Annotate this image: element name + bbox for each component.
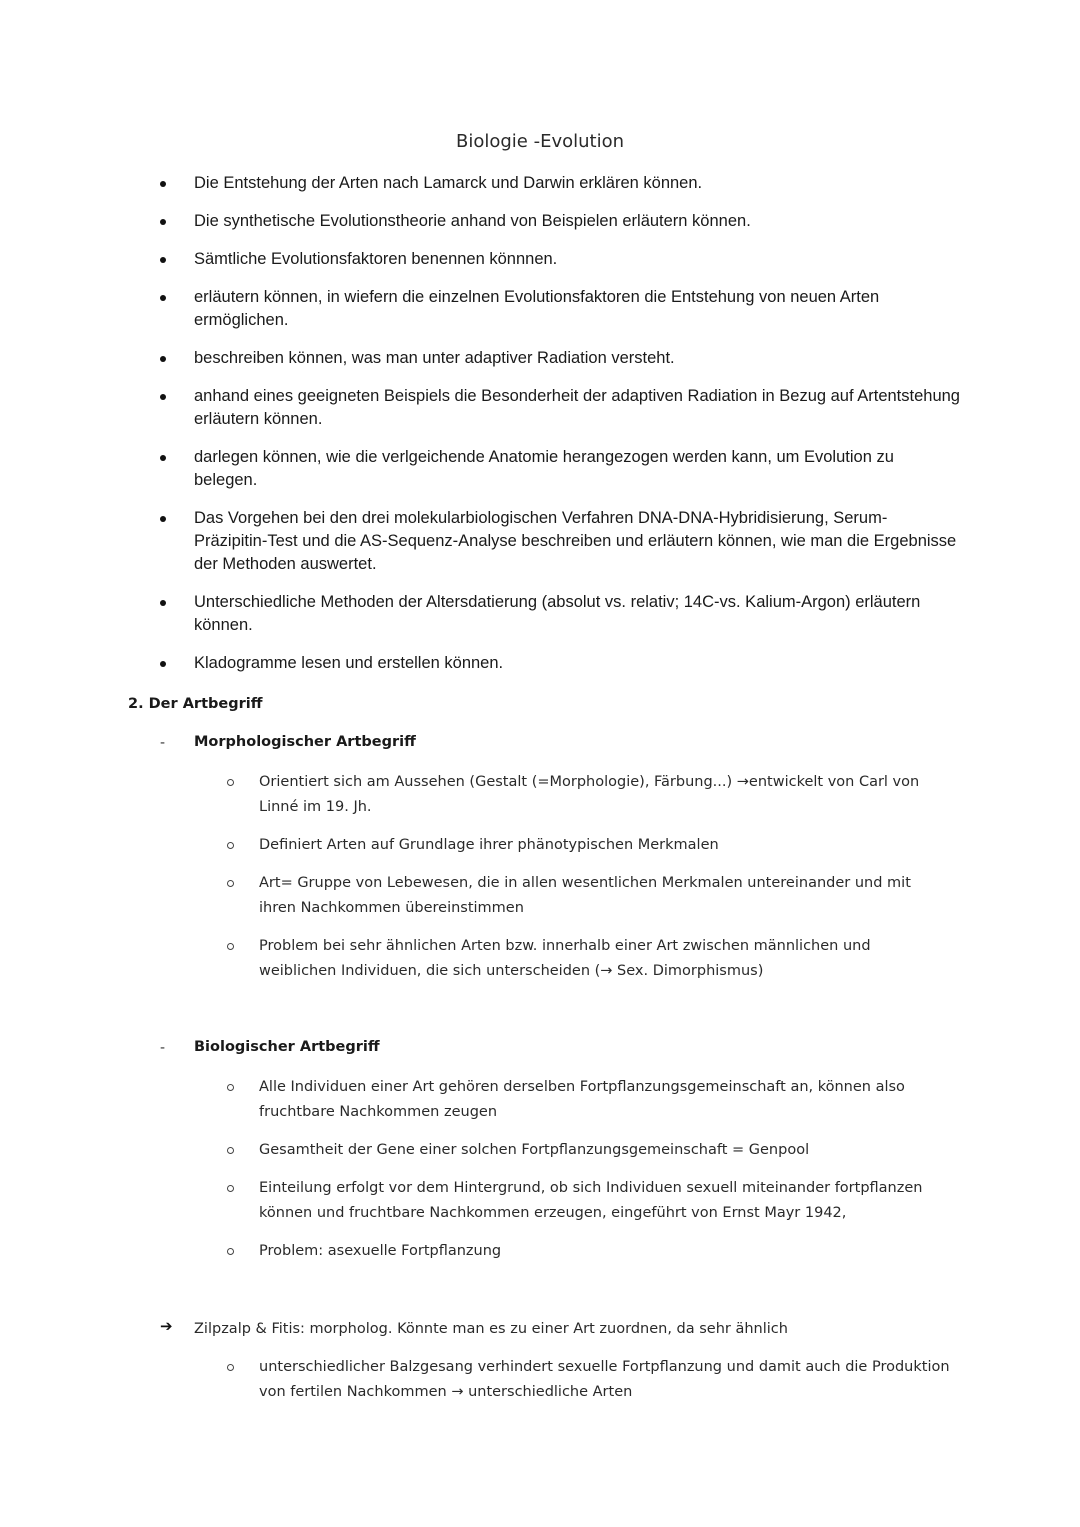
circle-bullet-icon <box>227 1248 234 1255</box>
list-item <box>0 770 1080 820</box>
item-text: Gesamtheit der Gene einer solchen Fortpflanzungsgemeinschaft = Genpool <box>259 1142 810 1158</box>
item-text: Definiert Arten auf Grundlage ihrer phänotypischen Merkmalen <box>259 837 719 853</box>
example-list <box>0 1355 1080 1418</box>
circle-bullet-icon <box>227 880 234 887</box>
objective-text: Kladogramme lesen und erstellen können. <box>194 654 504 672</box>
item-text: unterschiedlicher Balzgesang verhindert sexuelle Fortpflanzung und damit auch die Produktion von fertilen Nachkommen → unterschiedliche Arten <box>259 1359 950 1400</box>
item-text: Art= Gruppe von Lebewesen, die in allen wesentlichen Merkmalen untereinander und mit ihren Nachkommen übereinstimmen <box>259 875 911 916</box>
circle-bullet-icon <box>227 779 234 786</box>
circle-bullet-icon <box>227 943 234 950</box>
item-text: Problem bei sehr ähnlichen Arten bzw. innerhalb einer Art zwischen männlichen und weiblichen Individuen, die sich unterscheiden (→ Sex. Dimorphismus) <box>259 938 871 979</box>
list-item <box>0 248 1080 271</box>
objective-text: Unterschiedliche Methoden der Altersdatierung (absolut vs. relativ; 14C-vs. Kalium-Argon) erläutern können. <box>194 593 921 634</box>
item-text: Problem: asexuelle Fortpflanzung <box>259 1243 502 1259</box>
list-item <box>0 871 1080 921</box>
objective-text: Die Entstehung der Arten nach Lamarck und Darwin erklären können. <box>194 174 703 192</box>
dash-bullet-icon: - <box>160 735 166 751</box>
list-item <box>0 934 1080 984</box>
objective-text: erläutern können, in wiefern die einzelnen Evolutionsfaktoren die Entstehung von neuen Arten ermöglichen. <box>194 288 880 329</box>
example-line <box>0 1317 1080 1342</box>
list-item <box>0 385 1080 431</box>
bullet-icon <box>160 356 166 362</box>
objective-text: anhand eines geeigneten Beispiels die Besonderheit der adaptiven Radiation in Bezug auf Artentstehung erläutern können. <box>194 387 960 428</box>
list-item <box>0 1239 1080 1264</box>
list-item <box>0 446 1080 492</box>
page-title: Biologie -Evolution <box>455 131 625 152</box>
list-item <box>0 286 1080 332</box>
circle-bullet-icon <box>227 1084 234 1091</box>
bullet-icon <box>160 600 166 606</box>
circle-bullet-icon <box>227 1185 234 1192</box>
bullet-icon <box>160 295 166 301</box>
list-item <box>0 1075 1080 1125</box>
list-item <box>0 652 1080 675</box>
item-text: Orientiert sich am Aussehen (Gestalt (=Morphologie), Färbung...) →entwickelt von Carl von Linné im 19. Jh. <box>259 774 920 815</box>
objective-text: Sämtliche Evolutionsfaktoren benennen könnnen. <box>194 250 558 268</box>
bullet-icon <box>160 181 166 187</box>
objective-text: darlegen können, wie die verlgeichende Anatomie herangezogen werden kann, um Evolution zu belegen. <box>194 448 894 489</box>
list-item <box>0 1176 1080 1226</box>
bullet-icon <box>160 455 166 461</box>
list-item <box>0 172 1080 195</box>
objective-text: Die synthetische Evolutionstheorie anhand von Beispielen erläutern können. <box>194 212 751 230</box>
section-heading: 2. Der Artbegriff <box>128 696 263 712</box>
circle-bullet-icon <box>227 1364 234 1371</box>
item-text: Einteilung erfolgt vor dem Hintergrund, ob sich Individuen sexuell miteinander fortpflanzen können und fruchtbare Nachkommen erzeugen, eingeführt von Ernst Mayr 1942, <box>259 1180 923 1221</box>
biological-heading: Biologischer Artbegriff <box>194 1039 380 1055</box>
list-item <box>0 1138 1080 1163</box>
example-text: Zilpzalp & Fitis: morpholog. Könnte man es zu einer Art zuordnen, da sehr ähnlich <box>194 1321 788 1337</box>
list-item <box>0 507 1080 576</box>
morphological-list <box>0 770 1080 997</box>
list-item <box>0 1355 1080 1405</box>
dash-bullet-icon: - <box>160 1040 166 1056</box>
circle-bullet-icon <box>227 1147 234 1154</box>
bullet-icon <box>160 661 166 667</box>
list-item <box>0 833 1080 858</box>
item-text: Alle Individuen einer Art gehören derselben Fortpflanzungsgemeinschaft an, können also fruchtbare Nachkommen zeugen <box>259 1079 905 1120</box>
bullet-icon <box>160 516 166 522</box>
list-item <box>0 347 1080 370</box>
circle-bullet-icon <box>227 842 234 849</box>
bullet-icon <box>160 394 166 400</box>
objective-text: Das Vorgehen bei den drei molekularbiologischen Verfahren DNA-DNA-Hybridisierung, Serum-Präzipitin-Test und die AS-Sequenz-Analyse beschreiben und erläutern können, wie man die Ergebnisse der Methoden auswertet. <box>194 509 957 573</box>
list-item <box>0 210 1080 233</box>
morphological-heading: Morphologischer Artbegriff <box>194 734 416 750</box>
list-item <box>0 591 1080 637</box>
bullet-icon <box>160 257 166 263</box>
objective-text: beschreiben können, was man unter adaptiver Radiation versteht. <box>194 349 675 367</box>
biological-list <box>0 1075 1080 1277</box>
learning-objectives-list <box>0 172 1080 690</box>
bullet-icon <box>160 219 166 225</box>
arrow-right-icon: ➔ <box>160 1317 173 1335</box>
